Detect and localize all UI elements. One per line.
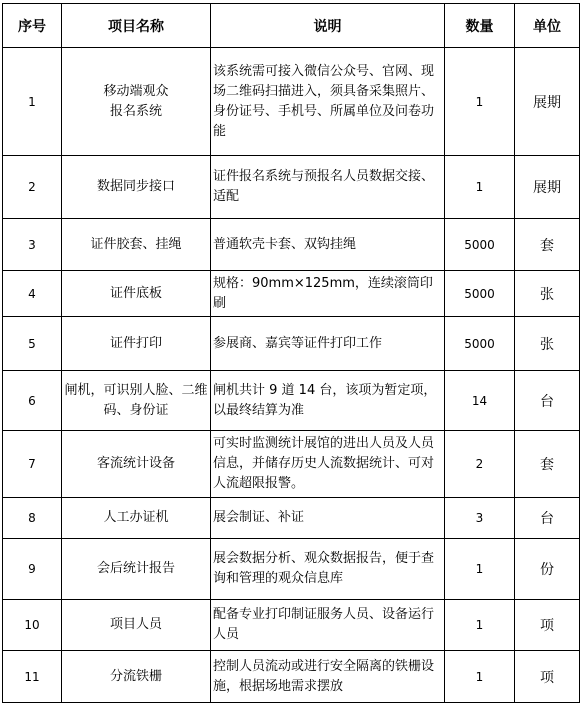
row-qty: 1 <box>445 48 515 156</box>
row-desc: 规格：90mm×125mm，连续滚筒印刷 <box>211 271 445 317</box>
row-desc: 闸机共计 9 道 14 台，该项为暂定项，以最终结算为准 <box>211 371 445 431</box>
row-qty: 5000 <box>445 219 515 271</box>
row-desc: 控制人员流动或进行安全隔离的铁栅设施，根据场地需求摆放 <box>211 651 445 703</box>
row-no: 5 <box>3 317 62 371</box>
row-desc: 参展商、嘉宾等证件打印工作 <box>211 317 445 371</box>
row-qty: 1 <box>445 156 515 219</box>
row-no: 10 <box>3 600 62 651</box>
table-row <box>3 498 580 539</box>
row-unit: 展期 <box>515 48 580 156</box>
table-row <box>3 317 580 371</box>
row-qty: 5000 <box>445 317 515 371</box>
header-name: 项目名称 <box>62 4 211 48</box>
row-no: 9 <box>3 539 62 600</box>
row-desc: 展会数据分析、观众数据报告，便于查询和管理的观众信息库 <box>211 539 445 600</box>
row-unit: 份 <box>515 539 580 600</box>
header-no: 序号 <box>3 4 62 48</box>
table-row <box>3 156 580 219</box>
row-name: 证件打印 <box>62 317 211 371</box>
table-row <box>3 539 580 600</box>
row-no: 7 <box>3 431 62 498</box>
row-desc: 展会制证、补证 <box>211 498 445 539</box>
table-row <box>3 600 580 651</box>
row-name: 闸机，可识别人脸、二维码、身份证 <box>62 371 211 431</box>
row-desc: 普通软壳卡套、双钩挂绳 <box>211 219 445 271</box>
row-no: 8 <box>3 498 62 539</box>
row-unit: 台 <box>515 371 580 431</box>
row-name: 项目人员 <box>62 600 211 651</box>
row-unit: 项 <box>515 651 580 703</box>
row-name: 人工办证机 <box>62 498 211 539</box>
row-desc: 该系统需可接入微信公众号、官网、现场二维码扫描进入，须具备采集照片、身份证号、手机号、所属单位及问卷功能 <box>211 48 445 156</box>
table-row <box>3 651 580 703</box>
row-name: 证件胶套、挂绳 <box>62 219 211 271</box>
row-no: 4 <box>3 271 62 317</box>
header-row <box>3 4 580 48</box>
table-row <box>3 48 580 156</box>
header-desc: 说明 <box>211 4 445 48</box>
row-no: 3 <box>3 219 62 271</box>
row-name-text: 移动端观众 报名系统 <box>103 83 169 119</box>
row-unit: 展期 <box>515 156 580 219</box>
row-qty: 3 <box>445 498 515 539</box>
row-desc: 配备专业打印制证服务人员、设备运行人员 <box>211 600 445 651</box>
row-no: 11 <box>3 651 62 703</box>
row-unit: 项 <box>515 600 580 651</box>
row-unit: 套 <box>515 219 580 271</box>
row-desc: 证件报名系统与预报名人员数据交接、适配 <box>211 156 445 219</box>
row-qty: 1 <box>445 600 515 651</box>
row-qty: 1 <box>445 539 515 600</box>
table-row <box>3 219 580 271</box>
table-row <box>3 271 580 317</box>
row-no: 2 <box>3 156 62 219</box>
row-name: 客流统计设备 <box>62 431 211 498</box>
row-qty: 5000 <box>445 271 515 317</box>
row-qty: 2 <box>445 431 515 498</box>
table-row <box>3 371 580 431</box>
row-qty: 14 <box>445 371 515 431</box>
row-name <box>62 48 211 156</box>
header-qty: 数量 <box>445 4 515 48</box>
row-unit: 套 <box>515 431 580 498</box>
row-unit: 台 <box>515 498 580 539</box>
row-no: 1 <box>3 48 62 156</box>
row-qty: 1 <box>445 651 515 703</box>
row-no: 6 <box>3 371 62 431</box>
row-unit: 张 <box>515 271 580 317</box>
table-row <box>3 431 580 498</box>
items-table <box>2 3 580 703</box>
row-name: 分流铁栅 <box>62 651 211 703</box>
row-name: 会后统计报告 <box>62 539 211 600</box>
row-desc: 可实时监测统计展馆的进出人员及人员信息，并储存历史人流数据统计、可对人流超限报警。 <box>211 431 445 498</box>
header-unit: 单位 <box>515 4 580 48</box>
row-name: 数据同步接口 <box>62 156 211 219</box>
row-unit: 张 <box>515 317 580 371</box>
row-name: 证件底板 <box>62 271 211 317</box>
